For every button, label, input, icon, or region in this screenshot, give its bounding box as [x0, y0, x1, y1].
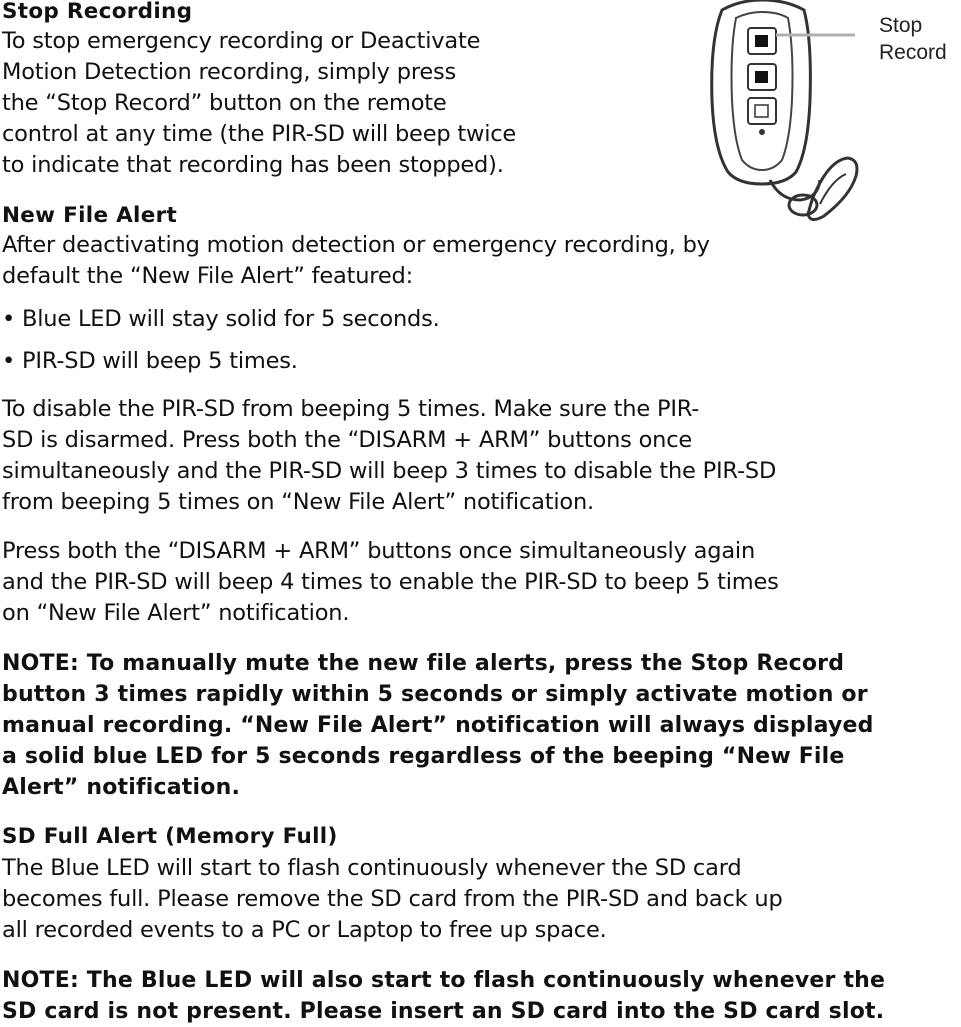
stop-record-caption-line: Record — [879, 41, 947, 64]
disable-instruction-line: SD is disarmed. Press both the “DISARM + ARM” buttons once — [2, 427, 693, 453]
key-fob-remote-icon — [700, 0, 875, 230]
mute-note-line: manual recording. “New File Alert” notification will always displayed — [2, 713, 874, 738]
sd-card-note-line: NOTE: The Blue LED will also start to flash continuously whenever the — [2, 968, 886, 993]
disable-instruction-line: simultaneously and the PIR-SD will beep 3 times to disable the PIR-SD — [2, 458, 777, 484]
mute-note-line: a solid blue LED for 5 seconds regardless of the beeping “New File — [2, 744, 845, 769]
new-file-alert-heading: New File Alert — [2, 203, 178, 228]
stop-recording-line: Motion Detection recording, simply press — [2, 59, 457, 85]
stop-recording-line: control at any time (the PIR-SD will beep twice — [2, 121, 517, 147]
enable-instruction-line: on “New File Alert” notification. — [2, 600, 350, 626]
stop-record-caption-line: Stop — [879, 14, 923, 37]
sd-full-alert-line: becomes full. Please remove the SD card from the PIR-SD and back up — [2, 886, 783, 912]
mute-note-line: button 3 times rapidly within 5 seconds or simply activate motion or — [2, 682, 868, 707]
sd-full-alert-line: The Blue LED will start to flash continuously whenever the SD card — [2, 855, 742, 881]
stop-recording-line: the “Stop Record” button on the remote — [2, 90, 447, 116]
enable-instruction-line: Press both the “DISARM + ARM” buttons once simultaneously again — [2, 538, 756, 564]
disable-instruction-line: from beeping 5 times on “New File Alert” notification. — [2, 489, 594, 515]
mute-note-line: NOTE: To manually mute the new file alerts, press the Stop Record — [2, 651, 845, 676]
stop-recording-line: to indicate that recording has been stopped). — [2, 152, 504, 178]
stop-recording-heading: Stop Recording — [2, 0, 193, 24]
sd-full-alert-line: all recorded events to a PC or Laptop to free up space. — [2, 917, 607, 943]
stop-recording-line: To stop emergency recording or Deactivate — [2, 28, 481, 54]
new-file-alert-intro-line: After deactivating motion detection or emergency recording, by — [2, 232, 710, 258]
sd-card-note-line: SD card is not present. Please insert an SD card into the SD card slot. — [2, 999, 885, 1024]
enable-instruction-line: and the PIR-SD will beep 4 times to enable the PIR-SD to beep 5 times — [2, 569, 779, 595]
new-file-alert-intro-line: default the “New File Alert” featured: — [2, 263, 413, 289]
disable-instruction-line: To disable the PIR-SD from beeping 5 times. Make sure the PIR- — [2, 396, 700, 422]
sd-full-alert-heading: SD Full Alert (Memory Full) — [2, 824, 338, 849]
bullet-item: • PIR-SD will beep 5 times. — [2, 348, 298, 374]
mute-note-line: Alert” notification. — [2, 775, 240, 800]
bullet-item: • Blue LED will stay solid for 5 seconds. — [2, 306, 440, 332]
stop-record-caption — [879, 12, 947, 66]
